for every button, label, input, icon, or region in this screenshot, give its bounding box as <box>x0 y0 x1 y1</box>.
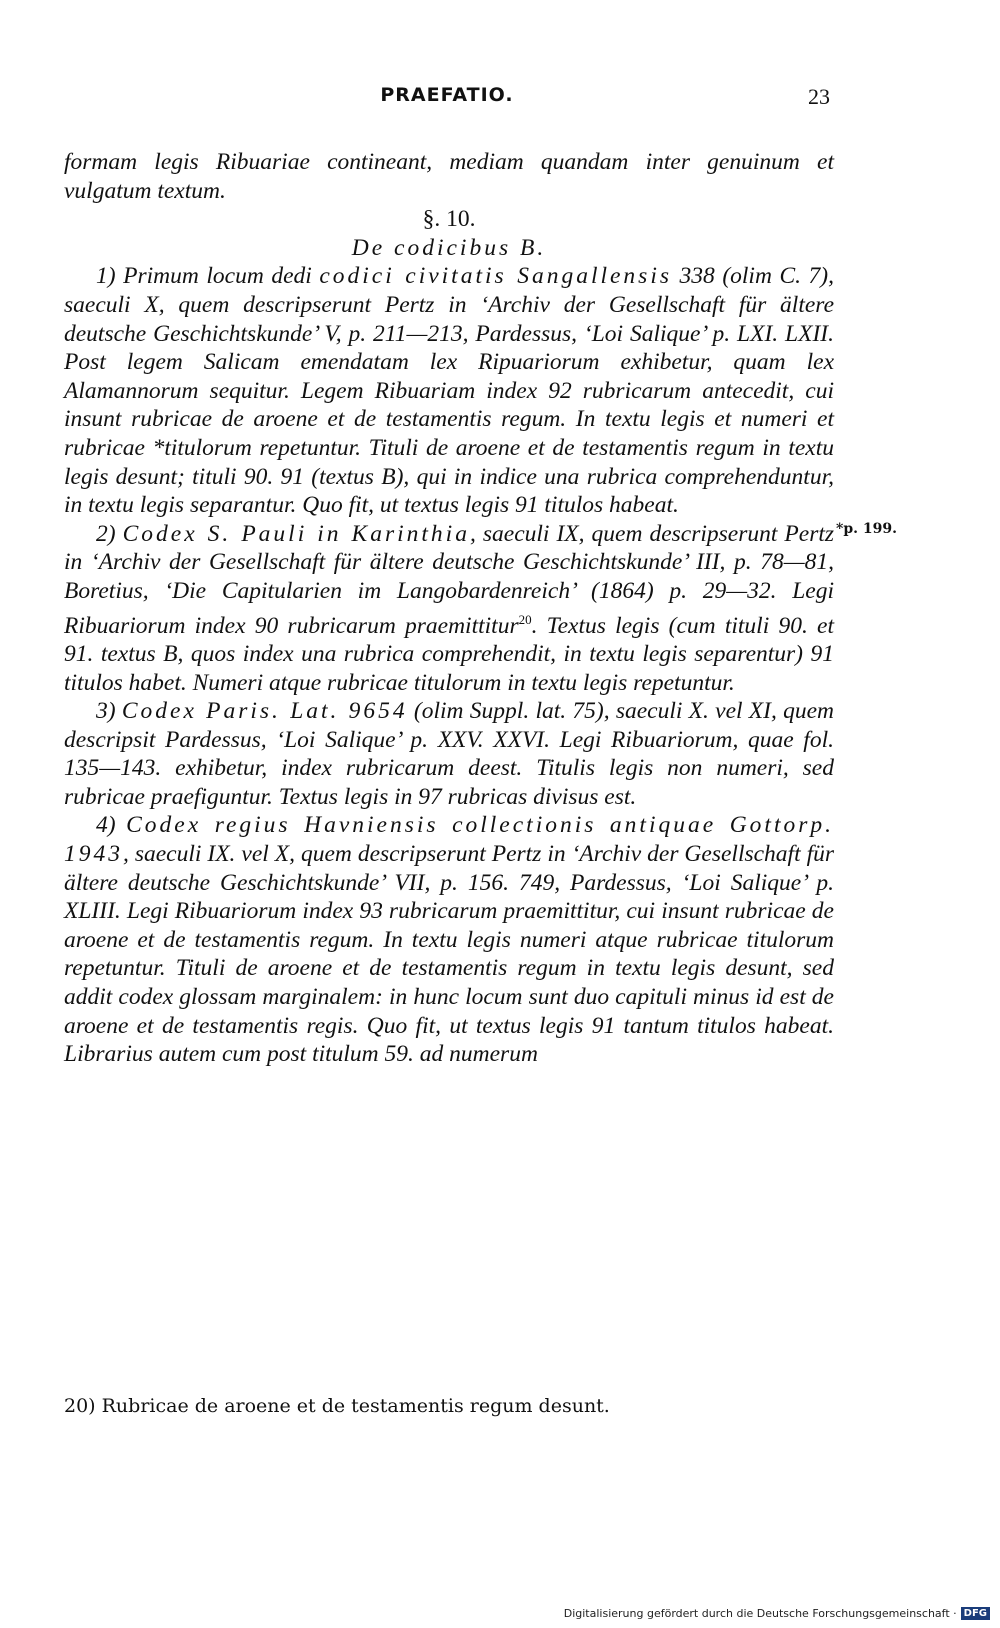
page-number: 23 <box>808 84 830 109</box>
paragraph-codex-4: 4) Codex regius Havniensis collectionis antiquae Gottorp. 1943, saeculi IX. vel X, quem descripserunt Pertz in ‘Archiv der Gesellschaft für ältere deutsche Geschichtskunde’ VII, p. 156. 749, Pardessus, ‘Loi Salique’ p. XLIII. Legi Ribuariorum index 93 rubricarum praemittitur, cui insunt rubricae de aroene et de testamentis regum. In textu legis numeri atque rubricae titulorum repetuntur. Tituli de aroene et de testamentis regum in textu legis desunt, sed addit codex glossam marginalem: in hunc locum sunt duo capituli minus id est de aroene et de testamentis regis. Quo fit, ut textus legis 91 tantum titulos habeat. Librarius autem cum post titulum 59. ad numerum <box>64 812 835 1068</box>
margin-page-reference: *p. 199. <box>836 521 897 537</box>
digitization-credit <box>564 1607 990 1620</box>
main-text <box>64 148 834 1069</box>
dfg-logo: DFG <box>961 1607 990 1620</box>
paragraph-continuation: formam legis Ribuariae contineant, mediam quandam inter genuinum et vulgatum textum. <box>64 149 834 204</box>
section-title: De codicibus B. <box>351 234 547 261</box>
running-title: PRAEFATIO. <box>380 84 514 106</box>
footnote: 20) Rubricae de aroene et de testamentis regum desunt. <box>64 1395 610 1417</box>
page-header <box>64 84 830 114</box>
credit-text: Digitalisierung gefördert durch die Deutsche Forschungsgemeinschaft · <box>563 1607 957 1620</box>
paragraph-codex-3: 3) Codex Paris. Lat. 9654 (olim Suppl. lat. 75), saeculi X. vel XI, quem descripsit Pardessus, ‘Loi Salique’ p. XXV. XXVI. Legi Ribuariorum, quae fol. 135—143. exhibetur, index rubricarum deest. Titulis legis non numeri, sed rubricae praefiguntur. Textus legis in 97 rubricas divisus est. <box>64 698 834 810</box>
section-number: §. 10. <box>422 206 476 233</box>
paragraph-codex-2: 2) Codex S. Pauli in Karinthia, saeculi IX, quem descripserunt Pertz in ‘Archiv der Gesellschaft für ältere deutsche Geschichtskunde’ III, p. 78—81, Boretius, ‘Die Capitularien im Langobardenreich’ (1864) p. 29—32. Legi Ribuariorum index 90 rubricarum praemittitur$^{20}$. Textus legis (cum tituli 90. et 91. textus B, quos index una rubrica comprehendit, in textu legis separentur) 91 titulos habet. Numeri atque rubricae titulorum in textu legis repetuntur. <box>64 520 835 696</box>
paragraph-codex-1: 1) Primum locum dedi codici civitatis Sangallensis 338 (olim C. 7), saeculi X, quem descripserunt Pertz in ‘Archiv der Gesellschaft für ältere deutsche Geschichtskunde’ V, p. 211—213, Pardessus, ‘Loi Salique’ p. LXI. LXII. Post legem Salicam emendatam lex Ripuariorum exhibetur, quam lex Alamannorum sequitur. Legem Ribuariam index 92 rubricarum antecedit, cui insunt rubricae de aroene et de testamentis regum. In textu legis et numeri et rubricae *titulorum repetuntur. Tituli de aroene et de testamentis regum in textu legis desunt; tituli 90. 91 (textus B), qui in indice una rubrica comprehenduntur, in textu legis separantur. Quo fit, ut textus legis 91 titulos habeat. <box>64 263 834 519</box>
footnote-ref: 20 <box>518 611 532 627</box>
